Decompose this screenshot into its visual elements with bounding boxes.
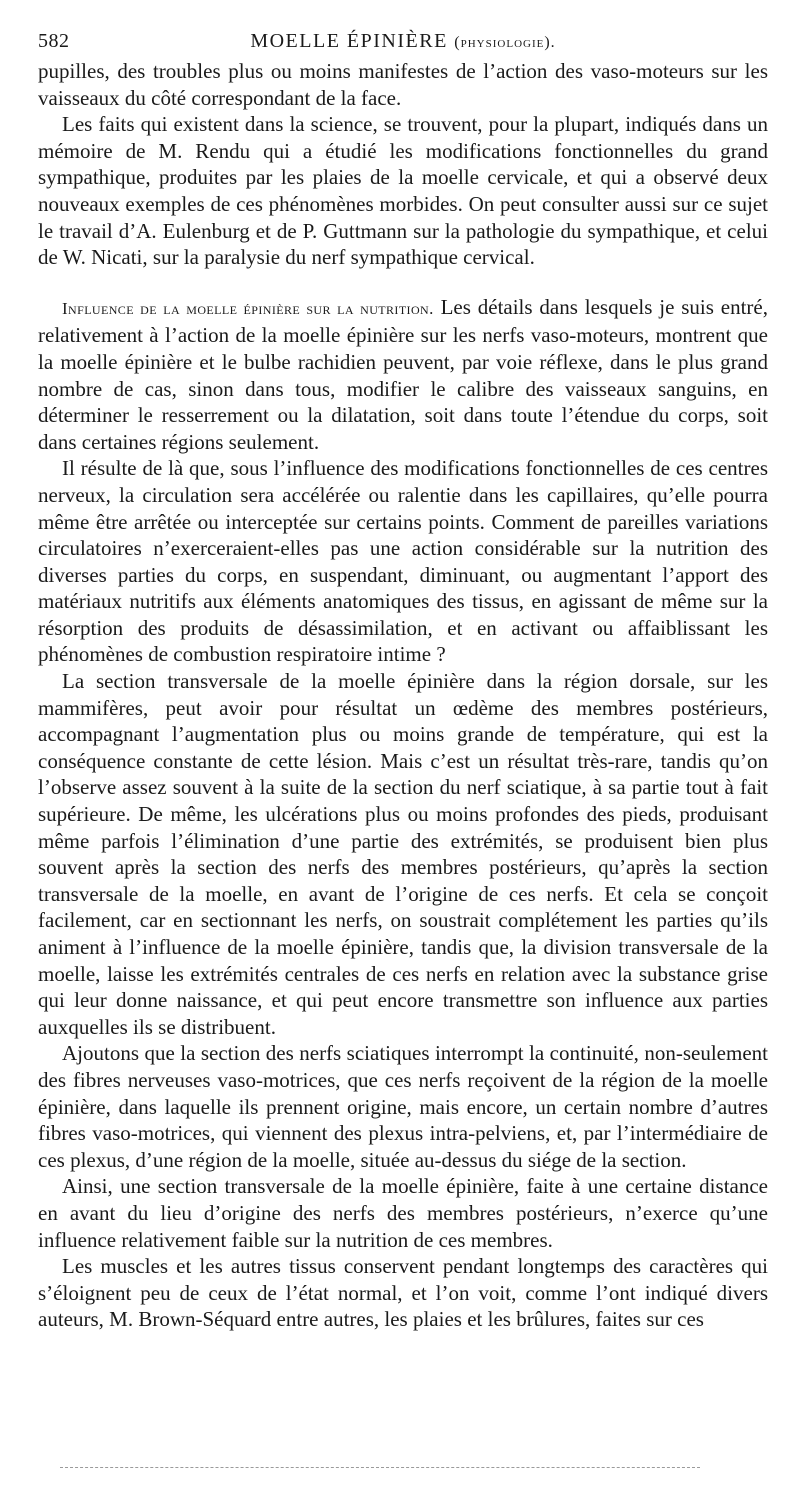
paragraph: Les muscles et les autres tissus conservent pendant longtemps des caractères qui s’éloignent peu de ceux de l’état normal, et l’on voit, comme l’ont indiqué divers auteurs, M. Brown-Séquard entre autres, les plaies et les brûlures, faites sur ces	[38, 1254, 768, 1332]
paragraph: Ainsi, une section transversale de la moelle épinière, faite à une certaine distance en avant du lieu d’origine des nerfs des membres postérieurs, n’exerce qu’une influence relativement faible sur la nutrition de ces membres.	[38, 1174, 768, 1252]
section-opening-paragraph	[38, 294, 768, 456]
running-head	[38, 30, 768, 58]
paragraph: Il résulte de là que, sous l’influence des modifications fonctionnelles de ces centres nerveux, la circulation sera accélérée ou ralentie dans les capillaires, qu’elle pourra même être arrêtée ou interceptée sur certains points. Comment de pareilles variations circulatoires n’exerceraient-elles pas une action considérable sur la nutrition des diverses parties du corps, en suspendant, diminuant, ou augmentant l’apport des matériaux nutritifs aux éléments anatomiques des tissus, en agissant de même sur la résorption des produits de désassimilation, et en activant ou affaiblissant les phénomènes de combustion respiratoire intime ?	[38, 456, 768, 667]
running-title-sub: (physiologie).	[454, 34, 556, 51]
body-text	[38, 58, 768, 1333]
footer-rule	[60, 1467, 700, 1468]
paragraph-continued: pupilles, des troubles plus ou moins manifestes de l’action des vaso-moteurs sur les vaisseaux du côté correspondant de la face.	[38, 59, 768, 110]
section-heading: Influence de la moelle épinière sur la nutrition.	[62, 298, 434, 318]
paragraph: Les faits qui existent dans la science, se trouvent, pour la plupart, indiqués dans un mémoire de M. Rendu qui a étudié les modifications fonctionnelles du grand sympathique, produites par les plaies de la moelle cervicale, et qui a observé deux nouveaux exemples de ces phénomènes morbides. On peut consulter aussi sur ce sujet le travail d’A. Eulenburg et de P. Guttmann sur la pathologie du sympathique, et celui de W. Nicati, sur la paralysie du nerf sympathique cervical.	[38, 112, 768, 270]
document-page	[38, 30, 768, 1333]
section-lead-text: Les détails dans lesquels je suis entré, relativement à l’action de la moelle épinière sur les nerfs vaso-moteurs, montrent que la moelle épinière et le bulbe rachidien peuvent, par voie réflexe, dans le plus grand nombre de cas, sinon dans tous, modifier le calibre des vaisseaux sanguins, en déterminer le resserrement ou la dilatation, soit dans toute l’étendue du corps, soit dans certaines régions seulement.	[38, 294, 768, 454]
running-title	[38, 30, 768, 53]
paragraph: Ajoutons que la section des nerfs sciatiques interrompt la continuité, non-seulement des fibres nerveuses vaso-motrices, que ces nerfs reçoivent de la région de la moelle épinière, dans laquelle ils prennent origine, mais encore, un certain nombre d’autres fibres vaso-motrices, qui viennent des plexus intra-pelviens, et, par l’intermédiaire de ces plexus, d’une région de la moelle, située au-dessus du siége de la section.	[38, 1041, 768, 1172]
page-number: 582	[38, 30, 70, 52]
running-title-main: MOELLE ÉPINIÈRE	[250, 30, 448, 52]
paragraph: La section transversale de la moelle épinière dans la région dorsale, sur les mammifères, peut avoir pour résultat un œdème des membres postérieurs, accompagnant l’augmentation plus ou moins grande de température, qui est la conséquence constante de cette lésion. Mais c’est un résultat très-rare, tandis qu’on l’observe assez souvent à la suite de la section du nerf sciatique, à sa partie tout à fait supérieure. De même, les ulcérations plus ou moins profondes des pieds, produisant même parfois l’élimination d’une partie des extrémités, se produisent bien plus souvent après la section des nerfs des membres postérieurs, qu’après la section transversale de la moelle, en avant de l’origine de ces nerfs. Et cela se conçoit facilement, car en sectionnant les nerfs, on soustrait complétement les parties qu’ils animent à l’influence de la moelle épinière, tandis que, la division transversale de la moelle, laisse les extrémités centrales de ces nerfs en relation avec la substance grise qui leur donne naissance, et qui peut encore transmettre son influence aux parties auxquelles ils se distribuent.	[38, 669, 768, 1039]
